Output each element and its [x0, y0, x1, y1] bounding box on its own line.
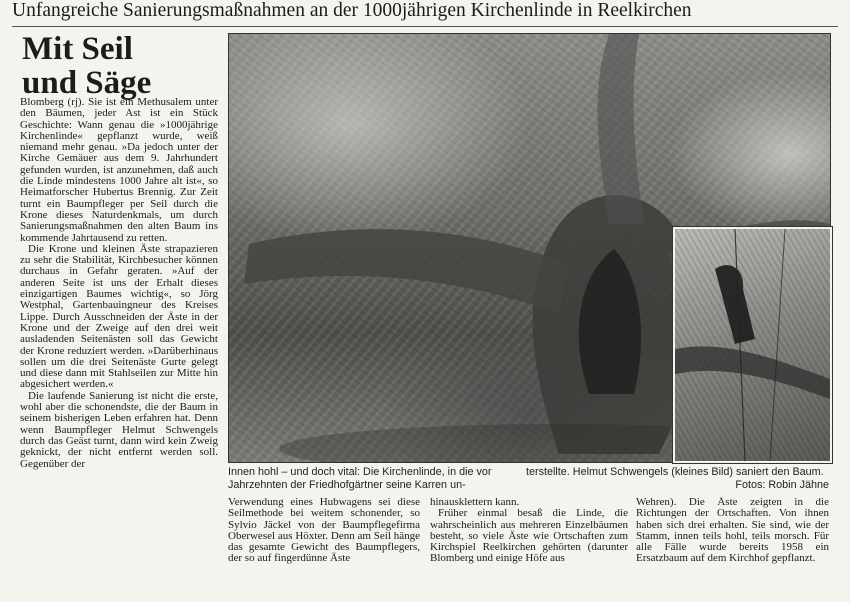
paragraph: Blomberg (rj). Sie ist ein Methusalem unter den Bäumen, jeder Ast ist ein Stück Geschichte: Wann genau die »1000jährige Kirchenlinde« gepflanzt wurde, weiß niemand mehr genau. »Da jedoch unter der Kirche Gemäuer aus dem 9. Jahrhundert gefunden wurden, ist anzunehmen, daß auch die Linde mindestens 1000 Jahre alt ist«, so Heimatforscher Hubertus Brennig. Zur Zeit turnt ein Baumpfleger per Seil durch die Krone dieses Naturdenkmals, um durch Sanierungsmaßnahmen den alten Baum ins kommende Jahrtausend zu retten.: [20, 97, 218, 244]
article-column-4: [636, 497, 829, 602]
article-column-1: [20, 97, 218, 602]
branch-up: [597, 34, 644, 224]
branch-left: [244, 229, 569, 314]
paragraph: Wehren). Die Äste zeigten in die Richtungen der Ortschaften. Von ihnen haben sich drei erhalten. Sie sind, wie der Stamm, innen teils hohl, teils morsch. Für alle Fälle wurde bereits 1958 ein Ersatzbaum auf dem Kirchhof gepflanzt.: [636, 497, 829, 565]
inset-branch: [675, 346, 830, 399]
article-column-3: [430, 497, 628, 602]
paragraph: Die laufende Sanierung ist nicht die erste, wohl aber die schonendste, die der Baum in seinem bisherigen Leben erfahren hat. Denn wenn Baumpfleger Helmut Schwengels durch das Geäst turnt, dann wird kein Zweig geknickt, der nicht entfernt werden soll. Gegenüber der: [20, 389, 218, 470]
paragraph: Früher einmal besaß die Linde, die wahrscheinlich aus mehreren Einzelbäumen besteht, so viele Äste wie Ortschaften zum Kirchspiel Reelkirchen gehörten (darunter Blomberg und einige Höfe aus: [430, 507, 628, 565]
photo-credit: Fotos: Robin Jähne: [735, 478, 829, 491]
caption-part-2: terstellte. Helmut Schwengels (kleines Bild) saniert den Baum.: [526, 466, 824, 478]
inset-rope: [735, 229, 745, 461]
inset-rope: [770, 229, 785, 461]
inset-climber: [715, 265, 755, 344]
headline-line-1: Mit Seil: [22, 31, 133, 67]
kicker-line: Unfangreiche Sanierungsmaßnahmen an der 1000jährigen Kirchenlinde in Reelkirchen: [12, 0, 838, 27]
headline: [22, 32, 227, 100]
headline-line-2: und Säge: [22, 65, 152, 101]
paragraph: Verwendung eines Hubwagens sei diese Seilmethode bei weitem schonender, so Sylvio Jäckel von der Baumpflegefirma Oberwesel aus Höxter. Denn am Seil hänge das gesamte Gewicht des Baumpflegers, der so auf fingerdünne Äste: [228, 497, 420, 565]
caption-part-1: Innen hohl – und doch vital: Die Kirchenlinde, in die vor Jahrzehnten der Friedhofgärtner seine Karren un-: [228, 466, 492, 491]
inset-photo-tree-surgeon: [673, 227, 832, 463]
article-column-2: [228, 497, 420, 602]
caption-part-2-block: [526, 466, 829, 491]
paragraph: Die Krone und kleinen Äste strapazieren zu sehr die Stabilität, Kirchbesucher können durchaus in Gefahr geraten. »Auf der anderen Seite ist uns der Erhalt dieses einzigartigen Baumes wichtig«, so Jörg Westphal, Gartenbauingneur des Kreises Lippe. Durch Ausschneiden der Äste in der Krone und der Zweige auf den drei weit ausladenden Seitenästen soll das Gewicht der Krone reduziert werden. »Darüberhinaus sollen um die drei Seitenäste Gurte gelegt und diese dann mit Stahlseilen zur Mitte hin abgesichert werden.«: [20, 242, 218, 391]
paragraph: hinausklettern kann.: [430, 497, 520, 508]
inset-illustration: [675, 229, 830, 461]
